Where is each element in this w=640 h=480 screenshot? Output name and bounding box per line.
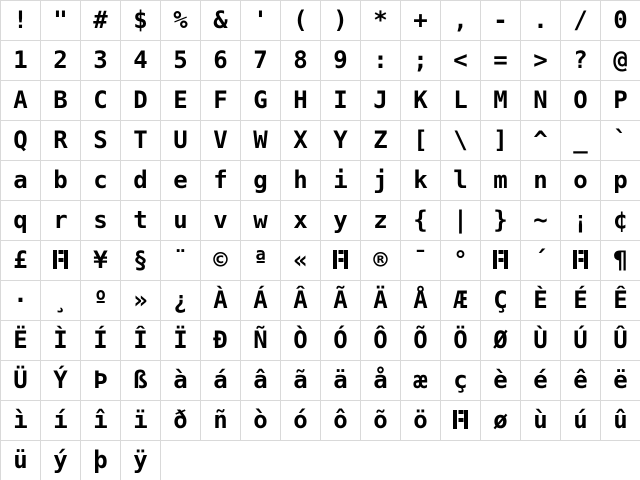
glyph-cell[interactable]: È bbox=[521, 281, 561, 321]
glyph-cell[interactable]: Ï bbox=[161, 321, 201, 361]
notdef-box-glyph bbox=[573, 250, 588, 269]
glyph-cell[interactable]: ¨ bbox=[161, 241, 201, 281]
glyph-cell[interactable]: Ú bbox=[561, 321, 601, 361]
glyph-cell[interactable]: ´ bbox=[521, 241, 561, 281]
glyph-cell[interactable]: Â bbox=[281, 281, 321, 321]
glyph-cell[interactable]: A bbox=[1, 81, 41, 121]
glyph-cell[interactable]: t bbox=[121, 201, 161, 241]
glyph-cell[interactable]: Á bbox=[241, 281, 281, 321]
glyph-cell[interactable]: § bbox=[121, 241, 161, 281]
glyph-cell[interactable]: > bbox=[521, 41, 561, 81]
glyph-cell[interactable]: c bbox=[81, 161, 121, 201]
glyph-cell[interactable]: G bbox=[241, 81, 281, 121]
glyph-cell[interactable]: ~ bbox=[521, 201, 561, 241]
glyph-cell[interactable]: } bbox=[481, 201, 521, 241]
glyph-cell[interactable]: R bbox=[41, 121, 81, 161]
glyph-cell[interactable]: 5 bbox=[161, 41, 201, 81]
glyph-cell[interactable]: @ bbox=[601, 41, 640, 81]
glyph-cell[interactable]: + bbox=[401, 1, 441, 41]
glyph-cell[interactable]: 9 bbox=[321, 41, 361, 81]
glyph-cell[interactable]: õ bbox=[361, 401, 401, 441]
glyph-cell[interactable]: C bbox=[81, 81, 121, 121]
glyph-cell[interactable]: 4 bbox=[121, 41, 161, 81]
glyph-cell[interactable]: F bbox=[201, 81, 241, 121]
glyph-cell[interactable]: 7 bbox=[241, 41, 281, 81]
glyph-cell[interactable]: , bbox=[441, 1, 481, 41]
glyph-cell[interactable]: Ê bbox=[601, 281, 640, 321]
glyph-cell[interactable]: o bbox=[561, 161, 601, 201]
glyph-cell[interactable]: w bbox=[241, 201, 281, 241]
glyph-cell[interactable]: · bbox=[1, 281, 41, 321]
glyph-cell[interactable]: © bbox=[201, 241, 241, 281]
glyph-cell[interactable]: ¢ bbox=[601, 201, 640, 241]
glyph-cell[interactable]: % bbox=[161, 1, 201, 41]
glyph-cell[interactable]: ª bbox=[241, 241, 281, 281]
glyph-cell[interactable]: Ë bbox=[1, 321, 41, 361]
glyph-cell[interactable]: í bbox=[41, 401, 81, 441]
glyph-cell[interactable]: k bbox=[401, 161, 441, 201]
glyph-cell[interactable]: ] bbox=[481, 121, 521, 161]
glyph-cell[interactable]: ã bbox=[281, 361, 321, 401]
glyph-cell[interactable]: ÿ bbox=[121, 441, 161, 480]
glyph-cell[interactable]: ì bbox=[1, 401, 41, 441]
glyph-cell[interactable]: ù bbox=[521, 401, 561, 441]
glyph-cell[interactable]: â bbox=[241, 361, 281, 401]
glyph-cell[interactable]: Þ bbox=[81, 361, 121, 401]
glyph-cell[interactable]: ' bbox=[241, 1, 281, 41]
notdef-box-glyph bbox=[333, 250, 348, 269]
glyph-cell[interactable]: ; bbox=[401, 41, 441, 81]
glyph-cell[interactable]: g bbox=[241, 161, 281, 201]
glyph-cell[interactable]: i bbox=[321, 161, 361, 201]
glyph-cell[interactable]: ë bbox=[601, 361, 640, 401]
glyph-cell[interactable]: z bbox=[361, 201, 401, 241]
glyph-cell[interactable]: 1 bbox=[1, 41, 41, 81]
glyph-cell[interactable]: & bbox=[201, 1, 241, 41]
glyph-cell[interactable]: 0 bbox=[601, 1, 640, 41]
glyph-cell[interactable]: Õ bbox=[401, 321, 441, 361]
glyph-cell[interactable]: Û bbox=[601, 321, 640, 361]
glyph-cell[interactable]: Y bbox=[321, 121, 361, 161]
glyph-cell[interactable]: \ bbox=[441, 121, 481, 161]
glyph-cell[interactable]: ä bbox=[321, 361, 361, 401]
glyph-cell[interactable]: X bbox=[281, 121, 321, 161]
glyph-cell[interactable]: s bbox=[81, 201, 121, 241]
glyph-cell[interactable]: # bbox=[81, 1, 121, 41]
glyph-cell[interactable]: £ bbox=[1, 241, 41, 281]
glyph-cell[interactable]: é bbox=[521, 361, 561, 401]
glyph-cell[interactable]: u bbox=[161, 201, 201, 241]
glyph-cell[interactable]: ï bbox=[121, 401, 161, 441]
glyph-cell[interactable]: l bbox=[441, 161, 481, 201]
glyph-cell[interactable]: . bbox=[521, 1, 561, 41]
glyph-cell[interactable]: V bbox=[201, 121, 241, 161]
glyph-cell[interactable]: » bbox=[121, 281, 161, 321]
glyph-cell[interactable]: ú bbox=[561, 401, 601, 441]
glyph-cell[interactable] bbox=[41, 241, 81, 281]
glyph-cell[interactable]: M bbox=[481, 81, 521, 121]
glyph-cell[interactable]: à bbox=[161, 361, 201, 401]
glyph-cell[interactable]: ý bbox=[41, 441, 81, 480]
glyph-cell[interactable]: ö bbox=[401, 401, 441, 441]
glyph-cell[interactable]: < bbox=[441, 41, 481, 81]
glyph-cell[interactable]: / bbox=[561, 1, 601, 41]
glyph-cell[interactable]: ¿ bbox=[161, 281, 201, 321]
glyph-cell[interactable]: Ñ bbox=[241, 321, 281, 361]
glyph-cell[interactable]: = bbox=[481, 41, 521, 81]
glyph-cell[interactable]: U bbox=[161, 121, 201, 161]
glyph-cell[interactable]: N bbox=[521, 81, 561, 121]
glyph-cell[interactable]: j bbox=[361, 161, 401, 201]
notdef-box-glyph bbox=[53, 250, 68, 269]
glyph-cell[interactable]: ` bbox=[601, 121, 640, 161]
glyph-cell[interactable]: { bbox=[401, 201, 441, 241]
glyph-cell[interactable]: ó bbox=[281, 401, 321, 441]
glyph-cell[interactable]: Ù bbox=[521, 321, 561, 361]
glyph-cell[interactable]: p bbox=[601, 161, 640, 201]
glyph-cell[interactable]: Ç bbox=[481, 281, 521, 321]
glyph-cell[interactable] bbox=[441, 401, 481, 441]
glyph-cell[interactable]: r bbox=[41, 201, 81, 241]
glyph-cell[interactable]: Ì bbox=[41, 321, 81, 361]
glyph-cell[interactable]: ß bbox=[121, 361, 161, 401]
glyph-cell[interactable]: E bbox=[161, 81, 201, 121]
glyph-cell[interactable]: Ö bbox=[441, 321, 481, 361]
glyph-cell[interactable]: v bbox=[201, 201, 241, 241]
glyph-cell[interactable]: ¡ bbox=[561, 201, 601, 241]
glyph-cell[interactable]: 2 bbox=[41, 41, 81, 81]
glyph-cell[interactable] bbox=[321, 241, 361, 281]
glyph-cell[interactable]: ° bbox=[441, 241, 481, 281]
glyph-cell[interactable]: å bbox=[361, 361, 401, 401]
glyph-cell[interactable]: À bbox=[201, 281, 241, 321]
glyph-cell[interactable]: Q bbox=[1, 121, 41, 161]
glyph-cell[interactable]: $ bbox=[121, 1, 161, 41]
glyph-cell[interactable]: Ô bbox=[361, 321, 401, 361]
glyph-cell[interactable]: Å bbox=[401, 281, 441, 321]
glyph-cell[interactable]: Ð bbox=[201, 321, 241, 361]
glyph-cell[interactable]: þ bbox=[81, 441, 121, 480]
glyph-cell[interactable]: m bbox=[481, 161, 521, 201]
glyph-cell[interactable]: Ý bbox=[41, 361, 81, 401]
glyph-cell[interactable]: K bbox=[401, 81, 441, 121]
notdef-box-glyph bbox=[453, 410, 468, 429]
glyph-cell[interactable]: ò bbox=[241, 401, 281, 441]
glyph-cell[interactable]: " bbox=[41, 1, 81, 41]
glyph-cell[interactable]: 8 bbox=[281, 41, 321, 81]
glyph-cell[interactable]: æ bbox=[401, 361, 441, 401]
glyph-cell[interactable]: d bbox=[121, 161, 161, 201]
glyph-cell[interactable]: « bbox=[281, 241, 321, 281]
glyph-cell[interactable]: ê bbox=[561, 361, 601, 401]
glyph-cell[interactable]: ^ bbox=[521, 121, 561, 161]
glyph-cell[interactable]: y bbox=[321, 201, 361, 241]
glyph-cell[interactable]: ( bbox=[281, 1, 321, 41]
glyph-cell[interactable]: ¯ bbox=[401, 241, 441, 281]
glyph-cell[interactable]: H bbox=[281, 81, 321, 121]
glyph-cell[interactable]: Ã bbox=[321, 281, 361, 321]
glyph-cell[interactable]: | bbox=[441, 201, 481, 241]
glyph-cell[interactable]: ø bbox=[481, 401, 521, 441]
glyph-cell[interactable]: Ü bbox=[1, 361, 41, 401]
glyph-cell[interactable]: ! bbox=[1, 1, 41, 41]
glyph-cell[interactable]: Ó bbox=[321, 321, 361, 361]
glyph-cell[interactable]: J bbox=[361, 81, 401, 121]
glyph-cell[interactable]: : bbox=[361, 41, 401, 81]
glyph-cell[interactable]: û bbox=[601, 401, 640, 441]
glyph-cell[interactable]: ð bbox=[161, 401, 201, 441]
glyph-cell[interactable]: ü bbox=[1, 441, 41, 480]
glyph-cell[interactable]: ¸ bbox=[41, 281, 81, 321]
glyph-cell[interactable]: [ bbox=[401, 121, 441, 161]
glyph-cell[interactable]: h bbox=[281, 161, 321, 201]
glyph-cell[interactable]: ¥ bbox=[81, 241, 121, 281]
glyph-cell[interactable]: S bbox=[81, 121, 121, 161]
glyph-cell[interactable]: W bbox=[241, 121, 281, 161]
glyph-cell[interactable]: ? bbox=[561, 41, 601, 81]
glyph-cell[interactable]: Í bbox=[81, 321, 121, 361]
glyph-cell[interactable]: î bbox=[81, 401, 121, 441]
glyph-cell[interactable]: Ø bbox=[481, 321, 521, 361]
glyph-cell[interactable]: f bbox=[201, 161, 241, 201]
glyph-cell[interactable]: Z bbox=[361, 121, 401, 161]
glyph-cell[interactable]: Æ bbox=[441, 281, 481, 321]
glyph-cell[interactable]: a bbox=[1, 161, 41, 201]
glyph-cell[interactable]: e bbox=[161, 161, 201, 201]
glyph-cell[interactable]: º bbox=[81, 281, 121, 321]
glyph-cell[interactable]: ) bbox=[321, 1, 361, 41]
glyph-cell[interactable]: ñ bbox=[201, 401, 241, 441]
glyph-cell[interactable]: P bbox=[601, 81, 640, 121]
glyph-cell[interactable]: q bbox=[1, 201, 41, 241]
glyph-cell[interactable]: ¶ bbox=[601, 241, 640, 281]
glyph-cell[interactable]: ® bbox=[361, 241, 401, 281]
glyph-cell[interactable]: n bbox=[521, 161, 561, 201]
glyph-cell[interactable]: Î bbox=[121, 321, 161, 361]
glyph-cell[interactable]: b bbox=[41, 161, 81, 201]
glyph-cell[interactable]: É bbox=[561, 281, 601, 321]
glyph-cell[interactable]: 3 bbox=[81, 41, 121, 81]
glyph-cell[interactable]: D bbox=[121, 81, 161, 121]
glyph-cell[interactable]: 6 bbox=[201, 41, 241, 81]
glyph-cell[interactable] bbox=[481, 241, 521, 281]
glyph-cell[interactable]: ç bbox=[441, 361, 481, 401]
glyph-cell[interactable]: _ bbox=[561, 121, 601, 161]
glyph-cell[interactable]: - bbox=[481, 1, 521, 41]
glyph-cell[interactable]: T bbox=[121, 121, 161, 161]
glyph-cell[interactable]: è bbox=[481, 361, 521, 401]
glyph-cell[interactable] bbox=[561, 241, 601, 281]
glyph-cell[interactable]: á bbox=[201, 361, 241, 401]
notdef-box-glyph bbox=[493, 250, 508, 269]
glyph-cell[interactable]: x bbox=[281, 201, 321, 241]
glyph-cell[interactable]: B bbox=[41, 81, 81, 121]
glyph-cell[interactable]: Ä bbox=[361, 281, 401, 321]
glyph-cell[interactable]: O bbox=[561, 81, 601, 121]
glyph-cell[interactable]: ô bbox=[321, 401, 361, 441]
glyph-cell[interactable]: L bbox=[441, 81, 481, 121]
glyph-cell[interactable]: I bbox=[321, 81, 361, 121]
glyph-cell[interactable]: * bbox=[361, 1, 401, 41]
glyph-cell[interactable]: Ò bbox=[281, 321, 321, 361]
